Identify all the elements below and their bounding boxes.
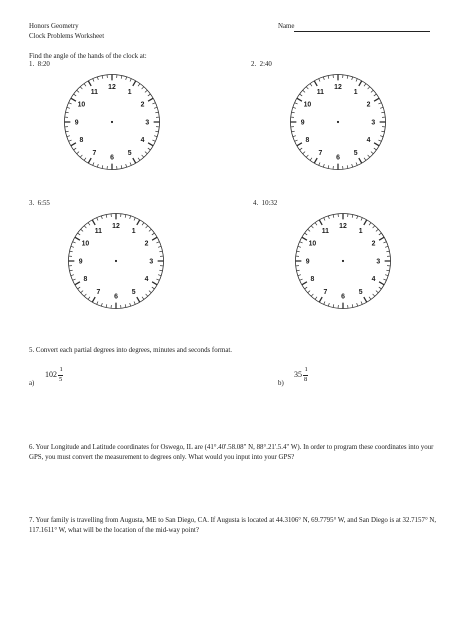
clock-minute-tick bbox=[152, 233, 155, 235]
clock-hour-tick bbox=[88, 158, 91, 163]
clock-minute-tick bbox=[298, 246, 301, 247]
problem-5b-whole: 35 bbox=[294, 370, 302, 379]
clock-numeral: 9 bbox=[300, 119, 305, 127]
clock-numeral: 5 bbox=[358, 288, 363, 296]
clock-minute-tick bbox=[352, 215, 353, 218]
clock-minute-tick bbox=[381, 131, 384, 132]
clock-minute-tick bbox=[364, 158, 366, 161]
clock-minute-tick bbox=[77, 152, 79, 154]
problem-5b-denominator: 8 bbox=[304, 376, 308, 383]
clock-minute-tick bbox=[295, 103, 298, 104]
clock-minute-tick bbox=[328, 165, 329, 168]
clock-minute-tick bbox=[149, 291, 151, 293]
clock-hour-tick bbox=[92, 220, 95, 225]
clock-minute-tick bbox=[300, 148, 303, 150]
clock-minute-tick bbox=[323, 77, 324, 80]
clock-minute-tick bbox=[311, 294, 313, 296]
clock-numeral: 6 bbox=[341, 293, 345, 301]
clock-minute-tick bbox=[385, 275, 388, 276]
clock-minute-tick bbox=[148, 148, 151, 150]
clock-minute-tick bbox=[156, 279, 159, 280]
worksheet-title: Clock Problems Worksheet bbox=[29, 33, 105, 40]
clock-minute-tick bbox=[155, 112, 158, 113]
clock-minute-tick bbox=[97, 164, 98, 167]
clock-minute-tick bbox=[371, 90, 373, 92]
clock-minute-tick bbox=[152, 287, 155, 289]
clock-minute-tick bbox=[310, 84, 312, 87]
clock-minute-tick bbox=[74, 94, 77, 96]
clock-minute-tick bbox=[385, 246, 388, 247]
clock-numeral: 12 bbox=[108, 84, 116, 92]
problem-7-text: 7. Your family is travelling from Augusta, ME to San Diego, CA. If Augusta is located at 44.3106° N, 69.7795° W, and San Diego is at 32.7157° N, 117.1611° W, what will be the location of the mid-way point? bbox=[29, 517, 437, 534]
clock-minute-tick bbox=[77, 90, 79, 92]
clock-minute-tick bbox=[328, 76, 329, 79]
clock-hour-tick bbox=[75, 282, 80, 285]
clock-hour-tick bbox=[148, 143, 153, 146]
clock-minute-tick bbox=[71, 275, 74, 276]
clock-minute-tick bbox=[84, 84, 86, 87]
clock-minute-tick bbox=[303, 152, 305, 154]
clock-hour-tick bbox=[297, 98, 302, 101]
clock-minute-tick bbox=[300, 94, 303, 96]
clock-minute-tick bbox=[357, 303, 358, 306]
clock-numeral: 12 bbox=[339, 223, 347, 231]
clock-minute-tick bbox=[323, 164, 324, 167]
problem-5b-label: b) bbox=[278, 380, 284, 387]
clock-minute-tick bbox=[305, 287, 308, 289]
clock-numeral: 3 bbox=[376, 258, 381, 266]
clock-minute-tick bbox=[126, 77, 127, 80]
instructions: Find the angle of the hands of the clock at: bbox=[29, 53, 147, 60]
clock-minute-tick bbox=[146, 294, 148, 296]
clock-numeral: 11 bbox=[316, 88, 324, 96]
problem-6-text: 6. Your Longitude and Latitude coordinates for Oswego, IL are (41°.40'.58.08" N, 88°.21'.5.4" W). In order to program these coordinates into your GPS, you must convert the measurement to degrees only. What would you input into your GPS? bbox=[29, 444, 434, 461]
clock-numeral: 4 bbox=[144, 275, 149, 283]
clock-minute-tick bbox=[156, 242, 159, 243]
clock-minute-tick bbox=[324, 218, 325, 221]
clock-minute-tick bbox=[324, 301, 325, 304]
clock-minute-tick bbox=[311, 226, 313, 228]
clock-face-1 bbox=[63, 73, 161, 171]
clock-minute-tick bbox=[84, 158, 86, 161]
clock-minute-tick bbox=[357, 216, 358, 219]
clock-minute-tick bbox=[380, 107, 383, 108]
clock-face-4 bbox=[294, 212, 392, 310]
clock-minute-tick bbox=[369, 223, 371, 226]
clock-numeral: 1 bbox=[353, 88, 358, 96]
clock-minute-tick bbox=[88, 223, 90, 226]
clock-numeral: 5 bbox=[127, 149, 132, 157]
clock-minute-tick bbox=[158, 246, 161, 247]
clock-minute-tick bbox=[67, 136, 70, 137]
clock-minute-tick bbox=[121, 76, 122, 79]
clock-hour-tick bbox=[302, 237, 307, 240]
clock-hour-tick bbox=[137, 220, 140, 225]
clock-minute-tick bbox=[159, 251, 162, 252]
clock-numeral: 5 bbox=[353, 149, 358, 157]
problem-1-number: 1. bbox=[29, 61, 35, 68]
clock-minute-tick bbox=[101, 216, 102, 219]
clock-minute-tick bbox=[319, 162, 320, 165]
clock-minute-tick bbox=[308, 291, 310, 293]
clock-numeral: 2 bbox=[140, 101, 145, 109]
clock-minute-tick bbox=[145, 152, 147, 154]
clock-hour-tick bbox=[133, 81, 136, 86]
clock-numeral: 9 bbox=[74, 119, 79, 127]
clock-hour-tick bbox=[302, 282, 307, 285]
clock-minute-tick bbox=[381, 112, 384, 113]
clock-numeral: 8 bbox=[83, 275, 88, 283]
clock-minute-tick bbox=[84, 294, 86, 296]
clock-minute-tick bbox=[142, 223, 144, 226]
clock-numeral: 8 bbox=[310, 275, 315, 283]
clock-minute-tick bbox=[376, 229, 378, 231]
clock-hour-tick bbox=[374, 143, 379, 146]
clock-minute-tick bbox=[88, 297, 90, 300]
clock-minute-tick bbox=[297, 270, 300, 271]
clock-minute-tick bbox=[333, 215, 334, 218]
clock-numeral: 10 bbox=[81, 240, 90, 248]
clock-numeral: 3 bbox=[145, 119, 150, 127]
clock-numeral: 9 bbox=[305, 258, 310, 266]
clock-minute-tick bbox=[368, 155, 370, 157]
clock-minute-tick bbox=[369, 297, 371, 300]
clock-minute-tick bbox=[386, 270, 389, 271]
problem-5b-numerator: 1 bbox=[304, 366, 308, 373]
clock-minute-tick bbox=[378, 103, 381, 104]
clock-hour-tick bbox=[152, 237, 157, 240]
clock-minute-tick bbox=[121, 165, 122, 168]
clock-numeral: 6 bbox=[110, 154, 114, 162]
clock-minute-tick bbox=[373, 226, 375, 228]
clock-numeral: 7 bbox=[96, 288, 101, 296]
clock-numeral: 6 bbox=[336, 154, 340, 162]
clock-minute-tick bbox=[142, 87, 144, 89]
clock-minute-tick bbox=[310, 158, 312, 161]
clock-minute-tick bbox=[295, 140, 298, 141]
clock-numeral: 10 bbox=[308, 240, 317, 248]
clock-minute-tick bbox=[71, 246, 74, 247]
name-label: Name bbox=[278, 23, 295, 30]
clock-minute-tick bbox=[154, 107, 157, 108]
clock-numeral: 2 bbox=[371, 240, 376, 248]
clock-minute-tick bbox=[352, 304, 353, 307]
clock-hour-tick bbox=[379, 237, 384, 240]
problem-3-number: 3. bbox=[29, 200, 35, 207]
clock-hour-tick bbox=[359, 158, 362, 163]
clock-numeral: 11 bbox=[94, 227, 102, 235]
problem-5a-label: a) bbox=[29, 380, 35, 387]
clock-minute-tick bbox=[308, 229, 310, 231]
clock-minute-tick bbox=[373, 294, 375, 296]
clock-minute-tick bbox=[66, 112, 69, 113]
clock-minute-tick bbox=[130, 303, 131, 306]
clock-minute-tick bbox=[383, 242, 386, 243]
clock-numeral: 7 bbox=[323, 288, 328, 296]
clock-minute-tick bbox=[81, 291, 83, 293]
clock-hour-tick bbox=[314, 81, 317, 86]
clock-hour-tick bbox=[88, 81, 91, 86]
clock-minute-tick bbox=[352, 164, 353, 167]
clock-minute-tick bbox=[67, 107, 70, 108]
clock-minute-tick bbox=[97, 301, 98, 304]
clock-minute-tick bbox=[293, 107, 296, 108]
clock-hour-tick bbox=[152, 282, 157, 285]
clock-minute-tick bbox=[66, 131, 69, 132]
clock-minute-tick bbox=[297, 251, 300, 252]
clock-minute-tick bbox=[328, 216, 329, 219]
problem-4-label bbox=[253, 200, 277, 208]
problem-1-label bbox=[29, 61, 50, 69]
clock-minute-tick bbox=[138, 84, 140, 87]
clock-minute-tick bbox=[154, 136, 157, 137]
clock-minute-tick bbox=[102, 165, 103, 168]
clock-minute-tick bbox=[158, 275, 161, 276]
clock-center-dot bbox=[111, 121, 113, 123]
clock-minute-tick bbox=[376, 291, 378, 293]
clock-numeral: 4 bbox=[140, 136, 145, 144]
clock-minute-tick bbox=[368, 87, 370, 89]
clock-numeral: 12 bbox=[334, 84, 342, 92]
clock-minute-tick bbox=[73, 242, 76, 243]
clock-minute-tick bbox=[386, 251, 389, 252]
clock-minute-tick bbox=[70, 251, 73, 252]
clock-minute-tick bbox=[134, 218, 135, 221]
clock-minute-tick bbox=[130, 216, 131, 219]
problem-3-time: 6:55 bbox=[37, 200, 50, 207]
problem-3-label bbox=[29, 200, 50, 208]
problem-5a-denominator: 5 bbox=[59, 376, 63, 383]
clock-minute-tick bbox=[80, 87, 82, 89]
clock-minute-tick bbox=[126, 164, 127, 167]
clock-hour-tick bbox=[319, 220, 322, 225]
clock-minute-tick bbox=[97, 218, 98, 221]
clock-numeral: 5 bbox=[131, 288, 136, 296]
clock-minute-tick bbox=[149, 229, 151, 231]
clock-hour-tick bbox=[297, 143, 302, 146]
problem-2-time: 2:40 bbox=[259, 61, 272, 68]
clock-center-dot bbox=[115, 260, 117, 262]
course-title: Honors Geometry bbox=[29, 23, 79, 30]
clock-minute-tick bbox=[134, 301, 135, 304]
clock-numeral: 2 bbox=[144, 240, 149, 248]
clock-minute-tick bbox=[328, 303, 329, 306]
clock-numeral: 8 bbox=[305, 136, 310, 144]
clock-minute-tick bbox=[84, 226, 86, 228]
clock-minute-tick bbox=[300, 242, 303, 243]
clock-minute-tick bbox=[93, 162, 94, 165]
clock-hour-tick bbox=[374, 98, 379, 101]
clock-minute-tick bbox=[145, 90, 147, 92]
clock-numeral: 1 bbox=[131, 227, 136, 235]
clock-minute-tick bbox=[148, 94, 151, 96]
clock-numeral: 4 bbox=[371, 275, 376, 283]
clock-hour-tick bbox=[319, 297, 322, 302]
clock-hour-tick bbox=[71, 98, 76, 101]
clock-numeral: 1 bbox=[127, 88, 132, 96]
clock-minute-tick bbox=[142, 297, 144, 300]
clock-minute-tick bbox=[74, 148, 77, 150]
clock-minute-tick bbox=[292, 112, 295, 113]
clock-numeral: 3 bbox=[371, 119, 376, 127]
clock-minute-tick bbox=[347, 76, 348, 79]
problem-5a-numerator: 1 bbox=[59, 366, 63, 373]
clock-minute-tick bbox=[78, 233, 81, 235]
clock-minute-tick bbox=[101, 303, 102, 306]
clock-minute-tick bbox=[97, 77, 98, 80]
clock-minute-tick bbox=[352, 77, 353, 80]
clock-numeral: 10 bbox=[303, 101, 312, 109]
clock-minute-tick bbox=[378, 140, 381, 141]
clock-minute-tick bbox=[142, 155, 144, 157]
clock-numeral: 7 bbox=[92, 149, 97, 157]
clock-minute-tick bbox=[93, 79, 94, 82]
clock-numeral: 11 bbox=[321, 227, 329, 235]
problem-1-time: 8:20 bbox=[37, 61, 50, 68]
problem-2-label bbox=[251, 61, 272, 69]
clock-minute-tick bbox=[78, 287, 81, 289]
clock-minute-tick bbox=[80, 155, 82, 157]
clock-minute-tick bbox=[159, 270, 162, 271]
clock-minute-tick bbox=[374, 148, 377, 150]
clock-hour-tick bbox=[364, 220, 367, 225]
clock-minute-tick bbox=[379, 287, 382, 289]
clock-numeral: 12 bbox=[112, 223, 120, 231]
clock-hour-tick bbox=[75, 237, 80, 240]
clock-minute-tick bbox=[364, 84, 366, 87]
clock-minute-tick bbox=[130, 162, 131, 165]
clock-numeral: 9 bbox=[78, 258, 83, 266]
clock-minute-tick bbox=[315, 223, 317, 226]
clock-minute-tick bbox=[356, 162, 357, 165]
clock-minute-tick bbox=[73, 279, 76, 280]
clock-numeral: 10 bbox=[77, 101, 86, 109]
problem-4-time: 10:32 bbox=[261, 200, 278, 207]
clock-numeral: 7 bbox=[318, 149, 323, 157]
clock-center-dot bbox=[342, 260, 344, 262]
clock-numeral: 6 bbox=[114, 293, 118, 301]
clock-face-3 bbox=[67, 212, 165, 310]
problem-2-number: 2. bbox=[251, 61, 257, 68]
clock-minute-tick bbox=[333, 304, 334, 307]
clock-hour-tick bbox=[92, 297, 95, 302]
clock-numeral: 2 bbox=[366, 101, 371, 109]
clock-minute-tick bbox=[125, 215, 126, 218]
problem-4-number: 4. bbox=[253, 200, 259, 207]
clock-numeral: 11 bbox=[90, 88, 98, 96]
clock-minute-tick bbox=[70, 270, 73, 271]
clock-hour-tick bbox=[148, 98, 153, 101]
clock-minute-tick bbox=[361, 218, 362, 221]
clock-hour-tick bbox=[379, 282, 384, 285]
clock-minute-tick bbox=[306, 87, 308, 89]
clock-minute-tick bbox=[125, 304, 126, 307]
clock-numeral: 8 bbox=[79, 136, 84, 144]
clock-minute-tick bbox=[155, 131, 158, 132]
clock-minute-tick bbox=[356, 79, 357, 82]
clock-minute-tick bbox=[146, 226, 148, 228]
clock-hour-tick bbox=[314, 158, 317, 163]
clock-minute-tick bbox=[383, 279, 386, 280]
clock-minute-tick bbox=[300, 279, 303, 280]
clock-minute-tick bbox=[319, 79, 320, 82]
clock-minute-tick bbox=[106, 304, 107, 307]
problem-5-text: 5. Convert each partial degrees into degrees, minutes and seconds format. bbox=[29, 347, 233, 354]
clock-minute-tick bbox=[379, 233, 382, 235]
clock-minute-tick bbox=[152, 103, 155, 104]
clock-hour-tick bbox=[133, 158, 136, 163]
clock-numeral: 4 bbox=[366, 136, 371, 144]
clock-minute-tick bbox=[69, 140, 72, 141]
clock-minute-tick bbox=[69, 103, 72, 104]
clock-minute-tick bbox=[303, 90, 305, 92]
clock-minute-tick bbox=[315, 297, 317, 300]
clock-face-2 bbox=[289, 73, 387, 171]
name-blank-line[interactable] bbox=[294, 31, 430, 32]
clock-hour-tick bbox=[137, 297, 140, 302]
clock-minute-tick bbox=[102, 76, 103, 79]
clock-minute-tick bbox=[361, 301, 362, 304]
clock-minute-tick bbox=[293, 136, 296, 137]
clock-center-dot bbox=[337, 121, 339, 123]
clock-minute-tick bbox=[374, 94, 377, 96]
clock-minute-tick bbox=[371, 152, 373, 154]
clock-numeral: 1 bbox=[358, 227, 363, 235]
clock-minute-tick bbox=[347, 165, 348, 168]
clock-minute-tick bbox=[305, 233, 308, 235]
problem-5a-whole: 102 bbox=[45, 370, 57, 379]
clock-minute-tick bbox=[298, 275, 301, 276]
clock-hour-tick bbox=[71, 143, 76, 146]
clock-minute-tick bbox=[130, 79, 131, 82]
clock-minute-tick bbox=[292, 131, 295, 132]
clock-minute-tick bbox=[106, 215, 107, 218]
clock-minute-tick bbox=[81, 229, 83, 231]
clock-numeral: 3 bbox=[149, 258, 154, 266]
clock-minute-tick bbox=[306, 155, 308, 157]
clock-hour-tick bbox=[359, 81, 362, 86]
clock-minute-tick bbox=[152, 140, 155, 141]
clock-minute-tick bbox=[138, 158, 140, 161]
clock-hour-tick bbox=[364, 297, 367, 302]
clock-minute-tick bbox=[380, 136, 383, 137]
